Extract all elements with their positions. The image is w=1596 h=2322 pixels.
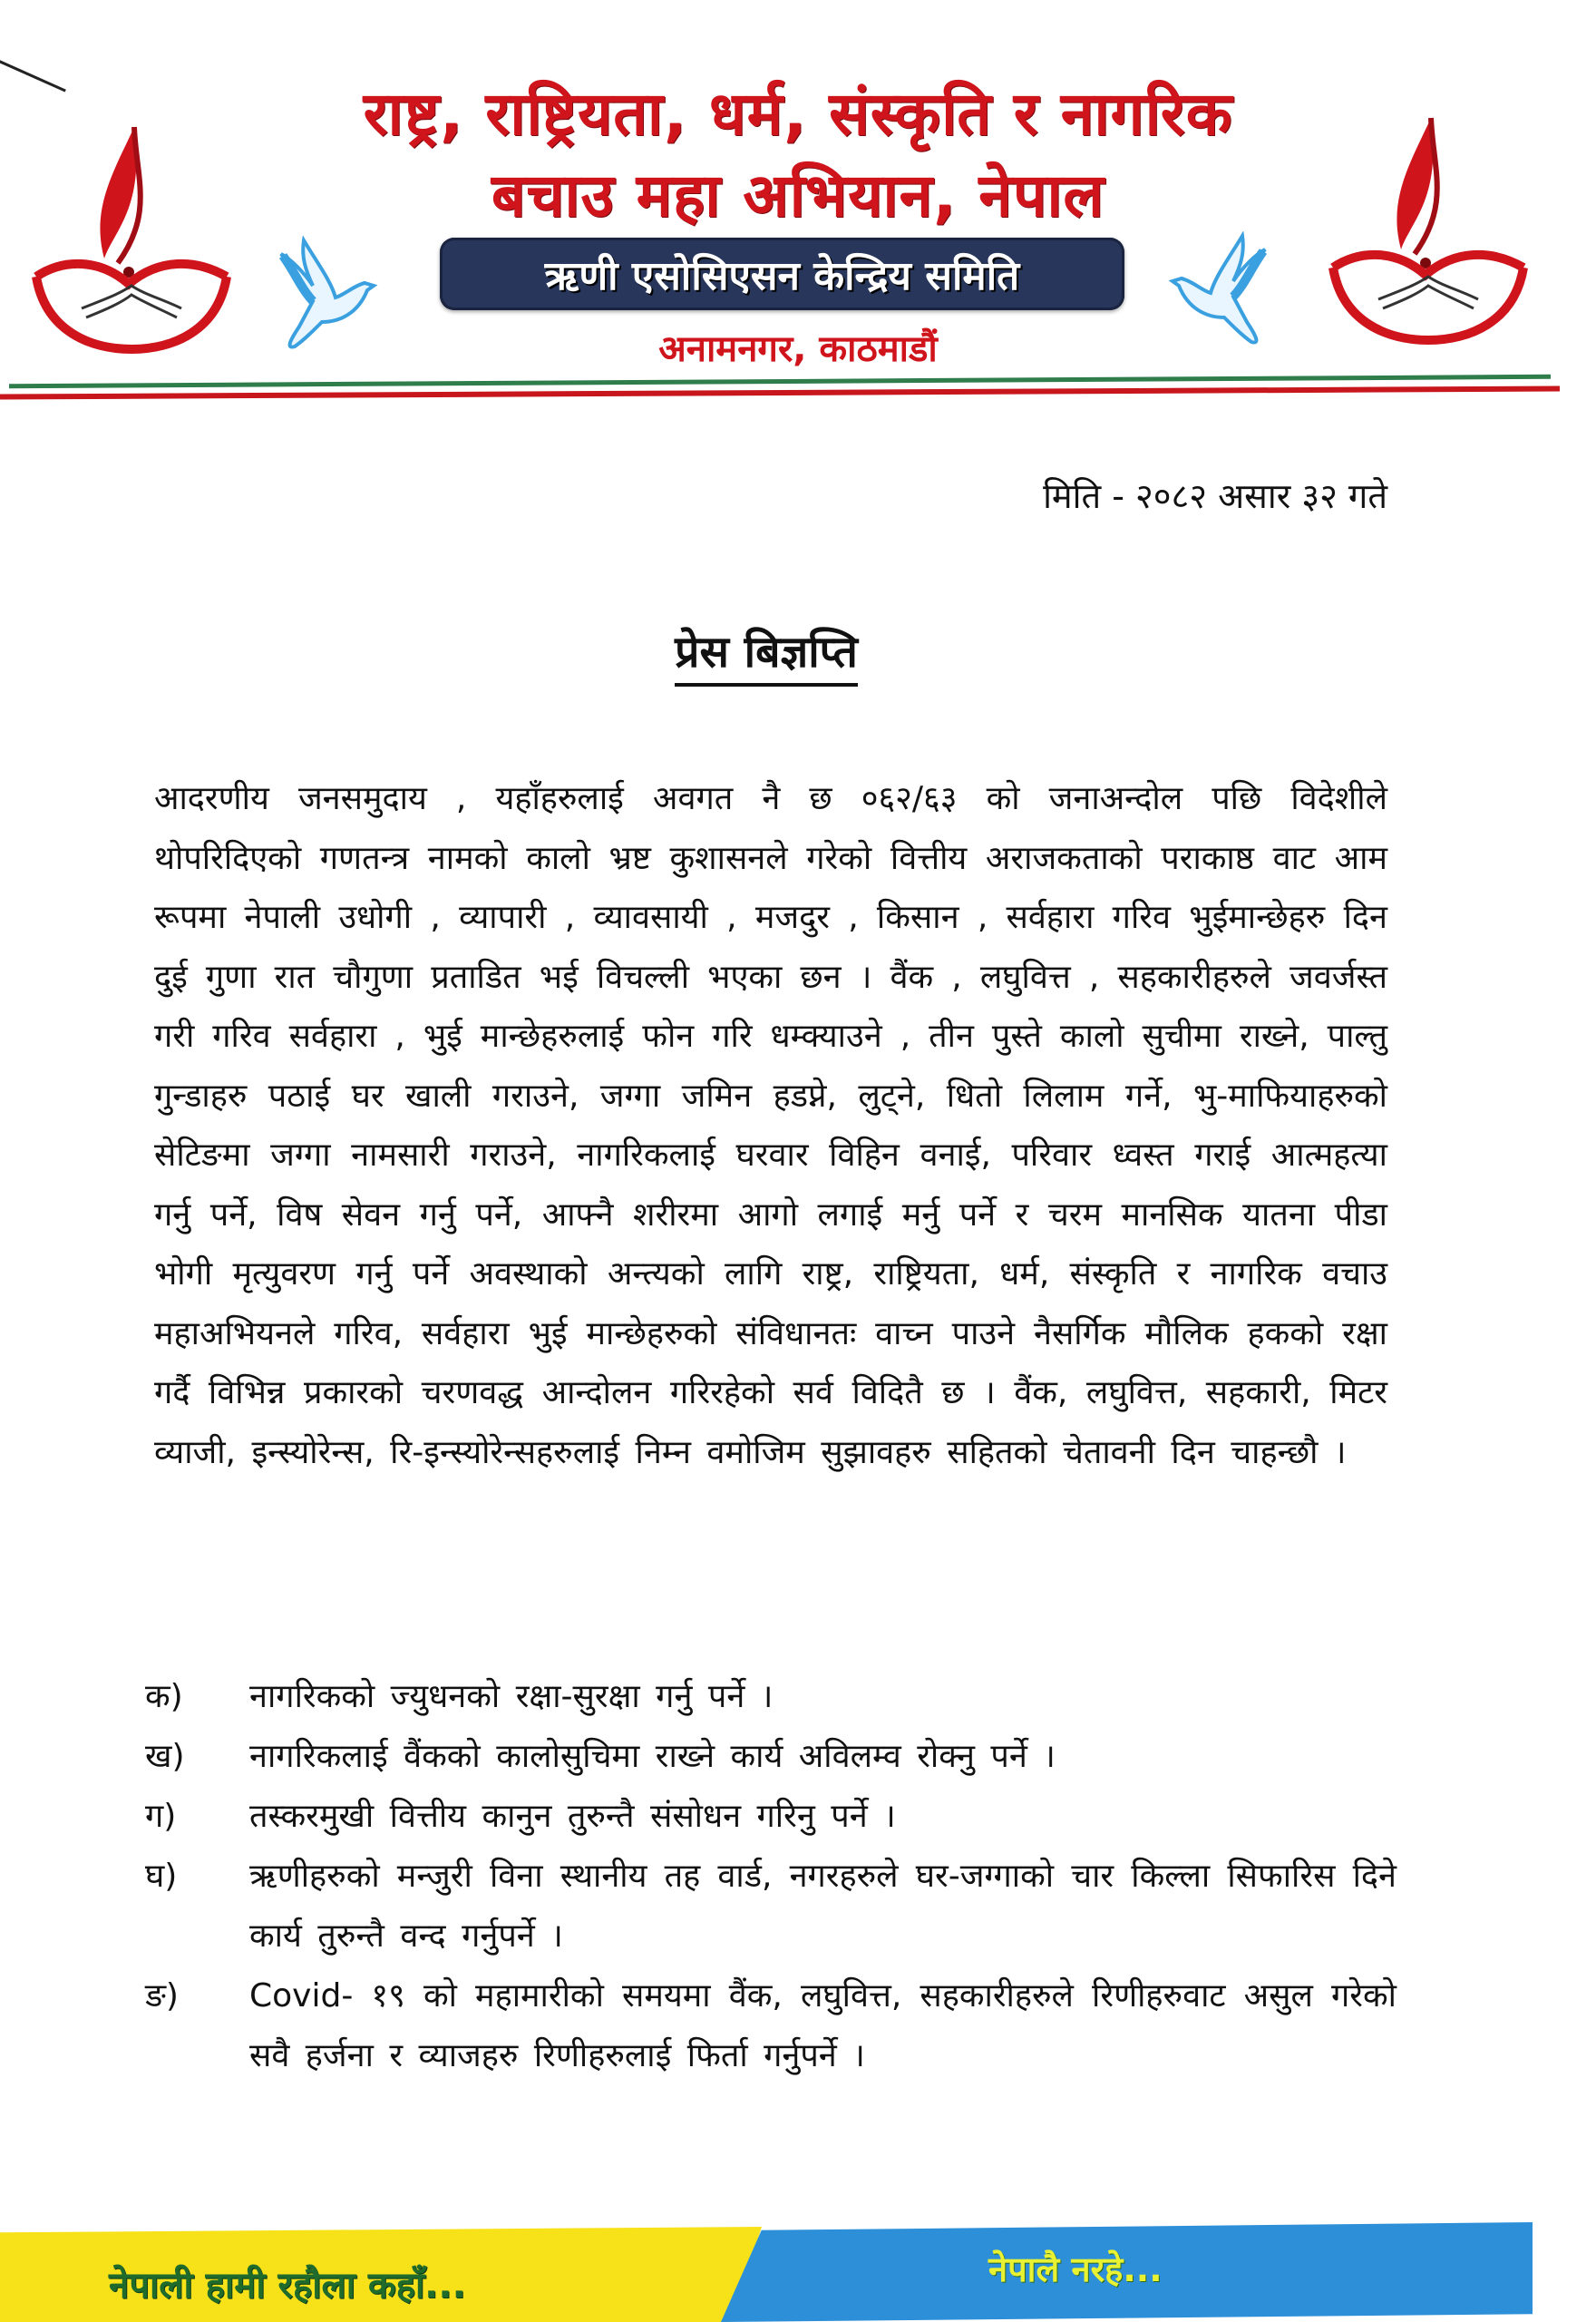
list-item-text: नागरिकको ज्युधनको रक्षा-सुरक्षा गर्नु पर्ने । <box>249 1678 774 1715</box>
footer-slogan-right: नेपालै नरहे... <box>988 2249 1163 2289</box>
list-item <box>145 1847 1396 1966</box>
body-paragraph: आदरणीय जनसमुदाय , यहाँहरुलाई अवगत नै छ ०६२/६३ को जनाअन्दोल पछि विदेशीले थोपरिदिएको गणतन्त्र नामको कालो भ्रष्ट कुशासनले गरेको वित्तीय अराजकताको पराकाष्ठ वाट आम रूपमा नेपाली उधोगी , व्यापारी , व्यावसायी , मजदुर , किसान , सर्वहारा गरिव भुईमान्छेहरु दिन दुई गुणा रात चौगुणा प्रताडित भई विचल्ली भएका छन । वैंक , लघुवित्त , सहकारीहरुले जवर्जस्त गरी गरिव सर्वहारा , भुई मान्छेहरुलाई फोन गरि धम्क्याउने , तीन पुस्ते कालो सुचीमा राख्ने, पाल्तु गुन्डाहरु पठाई घर खाली गराउने, जग्गा जमिन हडप्ने, लुट्ने, धितो लिलाम गर्ने, भु-माफियाहरुको सेटिङमा जग्गा नामसारी गराउने, नागरिकलाई घरवार विहिन वनाई, परिवार ध्वस्त गराई आत्महत्या गर्नु पर्ने, विष सेवन गर्नु पर्ने, आफ्नै शरीरमा आगो लगाई मर्नु पर्ने र चरम मानसिक यातना पीडा भोगी मृत्युवरण गर्नु पर्ने अवस्थाको अन्त्यको लागि राष्ट्र, राष्ट्रियता, धर्म, संस्कृति र नागरिक वचाउ महाअभियनले गरिव, सर्वहारा भुई मान्छेहरुको संविधानतः वाच्न पाउने नैसर्गिक मौलिक हकको रक्षा गर्दै विभिन्न प्रकारको चरणवद्ध आन्दोलन गरिरहेको सर्व विदितै छ । वैंक, लघुवित्त, सहकारी, मिटर व्याजी, इन्स्योरेन्स, रि-इन्स्योरेन्सहरुलाई निम्न वमोजिम सुझावहरु सहितको चेतावनी दिन चाहन्छौ । <box>154 780 1387 1471</box>
list-item-label: घ) <box>145 1858 178 1895</box>
list-item <box>145 1966 1396 2086</box>
organization-name-line2: बचाउ महा अभियान, नेपाल <box>491 161 1105 230</box>
committee-badge-label: ऋणी एसोसिएसन केन्द्रिय समिति <box>544 253 1020 299</box>
list-item-text: Covid- १९ को महामारीको समयमा वैंक, लघुवित्त, सहकारीहरुले रिणीहरुवाट असुल गरेको सवै हर्जना र व्याजहरु रिणीहरुलाई फिर्ता गर्नुपर्ने । <box>249 1977 1396 2074</box>
document-title-text: प्रेस बिज्ञप्ति <box>675 627 858 687</box>
list-item-label: ङ) <box>145 1977 179 2015</box>
list-item <box>145 1667 1396 1727</box>
organization-name-line1: राष्ट्र, राष्ट्रियता, धर्म, संस्कृति र नागरिक <box>363 79 1233 149</box>
list-item-text: ऋणीहरुको मन्जुरी विना स्थानीय तह वार्ड, नगरहरुले घर-जग्गाको चार किल्ला सिफारिस दिने कार्य तुरुन्तै वन्द गर्नुपर्ने । <box>249 1858 1396 1955</box>
demands-list <box>145 1667 1396 2086</box>
header-divider-green <box>9 375 1551 388</box>
list-item-text: तस्करमुखी वित्तीय कानुन तुरुन्तै संसोधन गरिनु पर्ने । <box>249 1798 896 1835</box>
document-date: मिति - २०८२ असार ३२ गते <box>1043 476 1387 516</box>
list-item-label: ख) <box>145 1738 185 1775</box>
committee-badge <box>440 238 1124 310</box>
list-item-text: नागरिकलाई वैंकको कालोसुचिमा राख्ने कार्य अविलम्व रोक्नु पर्ने । <box>249 1738 1056 1775</box>
footer-slogan-left: नेपाली हामी रहौला कहाँ... <box>109 2265 466 2307</box>
organization-location: अनामनगर, काठमाडौं <box>658 328 938 370</box>
list-item-label: ग) <box>145 1798 177 1835</box>
list-item <box>145 1787 1396 1847</box>
header-divider-red <box>0 385 1560 399</box>
list-item <box>145 1727 1396 1787</box>
document-title <box>0 621 1533 680</box>
list-item-label: क) <box>145 1678 183 1715</box>
